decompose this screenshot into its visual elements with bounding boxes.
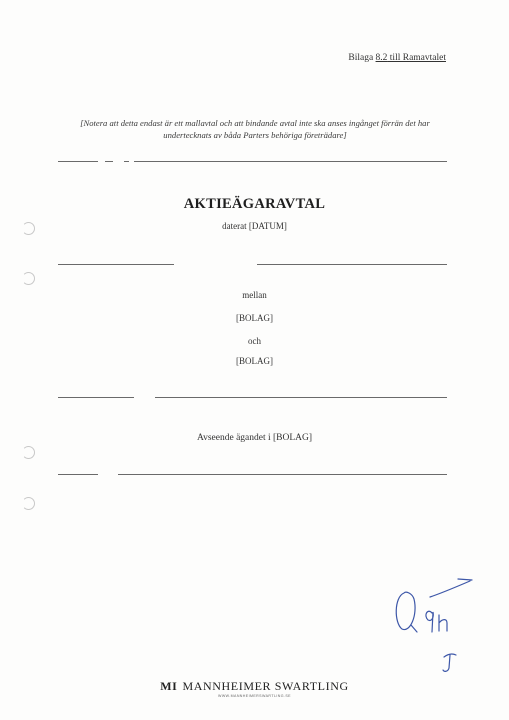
appendix-suffix: till Ramavtalet bbox=[387, 53, 446, 63]
divider-line bbox=[58, 397, 134, 398]
divider-line bbox=[134, 161, 447, 162]
appendix-number: 8.2 bbox=[375, 53, 388, 63]
punch-hole-icon bbox=[22, 497, 35, 510]
punch-hole-icon bbox=[22, 446, 35, 459]
divider-line bbox=[155, 397, 447, 398]
divider-line bbox=[124, 161, 129, 162]
between-label: mellan bbox=[242, 290, 267, 300]
divider-line bbox=[118, 474, 447, 475]
party-two: [BOLAG] bbox=[236, 356, 273, 366]
document-date: daterat [DATUM] bbox=[222, 221, 287, 231]
subject-line: Avseende ägandet i [BOLAG] bbox=[196, 433, 313, 443]
and-label: och bbox=[248, 336, 261, 346]
appendix-reference: Bilaga 8.2 till Ramavtalet bbox=[348, 53, 446, 63]
divider-line bbox=[58, 264, 174, 265]
punch-hole-icon bbox=[22, 222, 35, 235]
template-notice: [Notera att detta endast är ett mallavtal och att bindande avtal inte ska anses ingånget förrän det har undertecknats av båda Parters behöriga företrädare] bbox=[80, 118, 430, 140]
divider-line bbox=[58, 474, 98, 475]
divider-line bbox=[105, 161, 113, 162]
firm-name: MANNHEIMER SWARTLING bbox=[182, 679, 349, 693]
handwritten-initials bbox=[384, 575, 479, 675]
party-one: [BOLAG] bbox=[236, 313, 273, 323]
firm-website: WWW.MANNHEIMERSWARTLING.SE bbox=[218, 694, 291, 698]
divider-line bbox=[58, 161, 98, 162]
firm-logo bbox=[0, 679, 509, 694]
document-title: AKTIEÄGARAVTAL bbox=[183, 196, 326, 212]
divider-line bbox=[257, 264, 447, 265]
firm-logo-mark: MI bbox=[160, 679, 178, 693]
punch-hole-icon bbox=[22, 272, 35, 285]
